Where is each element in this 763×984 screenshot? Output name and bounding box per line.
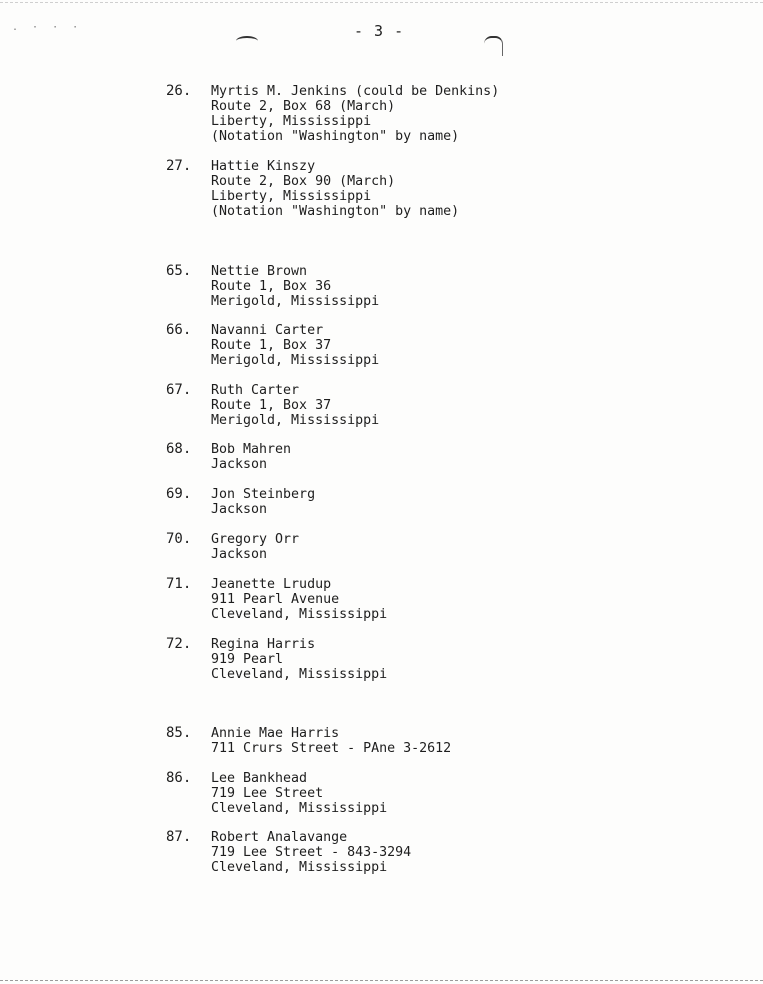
entry-address-line: Cleveland, Mississippi xyxy=(211,860,388,875)
entry-name: Ruth Carter xyxy=(211,383,300,398)
entry-number: 67. xyxy=(166,382,192,398)
bottom-edge-mark xyxy=(0,980,763,981)
entry-address xyxy=(211,487,315,517)
entry-address-line: Liberty, Mississippi xyxy=(211,189,372,204)
entry-address-line: Cleveland, Mississippi xyxy=(211,667,388,682)
entry-address xyxy=(211,383,379,428)
entry-name: Lee Bankhead xyxy=(211,771,308,786)
entry-number: 70. xyxy=(166,531,192,547)
entry-address-line: Cleveland, Mississippi xyxy=(211,801,388,816)
entry-address-line: Route 2, Box 90 (March) xyxy=(211,174,396,189)
entry-address xyxy=(211,726,451,756)
entry-address-line: Jackson xyxy=(211,457,268,472)
entry-address-line: 919 Pearl xyxy=(211,652,284,667)
entry-number: 69. xyxy=(166,486,192,502)
entry-number: 85. xyxy=(166,725,192,741)
entry-address xyxy=(211,830,411,875)
entry-address xyxy=(211,577,387,622)
entry-number: 27. xyxy=(166,158,192,174)
entry-number: 71. xyxy=(166,576,192,592)
entry-number: 66. xyxy=(166,322,192,338)
entry-name: Nettie Brown xyxy=(211,264,308,279)
entry-address-line: Cleveland, Mississippi xyxy=(211,607,388,622)
entry-number: 68. xyxy=(166,441,192,457)
entry-address-line: Merigold, Mississippi xyxy=(211,294,380,309)
entry-name: Robert Analavange xyxy=(211,830,348,845)
entry-name: Jeanette Lrudup xyxy=(211,577,332,592)
entry-address-line: 711 Crurs Street - PAne 3-2612 xyxy=(211,741,452,756)
entry-number: 87. xyxy=(166,829,192,845)
entry-address xyxy=(211,264,379,309)
entry-address-line: Route 1, Box 36 xyxy=(211,279,332,294)
entry-address xyxy=(211,159,459,219)
entry-name: Navanni Carter xyxy=(211,323,324,338)
entry-name: Annie Mae Harris xyxy=(211,726,340,741)
entry-address-line: 911 Pearl Avenue xyxy=(211,592,340,607)
entry-name: Jon Steinberg xyxy=(211,487,316,502)
entry-address-line: 719 Lee Street - 843-3294 xyxy=(211,845,412,860)
entry-address-line: Route 1, Box 37 xyxy=(211,338,332,353)
entry-address xyxy=(211,84,499,144)
entry-address-line: Jackson xyxy=(211,502,268,517)
entry-address xyxy=(211,637,387,682)
entry-name: Gregory Orr xyxy=(211,532,300,547)
entry-number: 26. xyxy=(166,83,192,99)
entry-address xyxy=(211,532,299,562)
entry-address-line: Route 2, Box 68 (March) xyxy=(211,99,396,114)
entry-address xyxy=(211,771,387,816)
entry-address-line: Merigold, Mississippi xyxy=(211,353,380,368)
page-number: - 3 - xyxy=(354,22,405,40)
entry-address-line: 719 Lee Street xyxy=(211,786,324,801)
entry-address-line: (Notation "Washington" by name) xyxy=(211,204,460,219)
entry-number: 86. xyxy=(166,770,192,786)
entry-number: 65. xyxy=(166,263,192,279)
entry-address xyxy=(211,442,291,472)
entry-address-line: Merigold, Mississippi xyxy=(211,413,380,428)
entry-name: Myrtis M. Jenkins (could be Denkins) xyxy=(211,84,500,99)
entry-number: 72. xyxy=(166,636,192,652)
entry-address xyxy=(211,323,379,368)
entry-address-line: Liberty, Mississippi xyxy=(211,114,372,129)
entry-address-line: Route 1, Box 37 xyxy=(211,398,332,413)
entry-name: Regina Harris xyxy=(211,637,316,652)
entry-address-line: (Notation "Washington" by name) xyxy=(211,129,460,144)
entry-name: Bob Mahren xyxy=(211,442,292,457)
entry-address-line: Jackson xyxy=(211,547,268,562)
corner-specks: . · · · xyxy=(12,22,83,33)
entry-name: Hattie Kinszy xyxy=(211,159,316,174)
